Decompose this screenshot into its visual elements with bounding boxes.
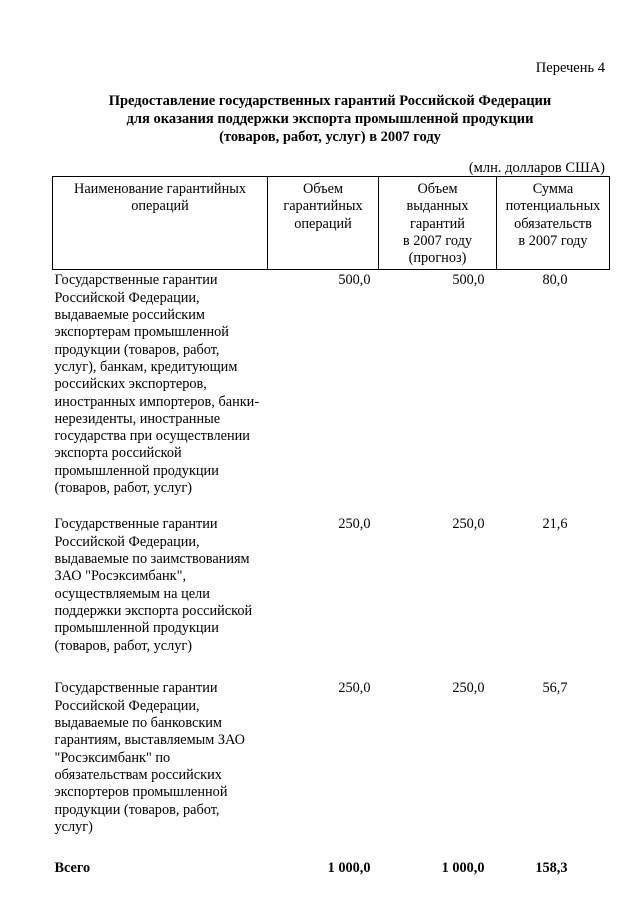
total-volume-issued: 1 000,0 xyxy=(441,860,485,877)
name-line: Государственные гарантии xyxy=(54,516,218,533)
row-operation-name xyxy=(53,514,268,678)
title-line: для оказания поддержки экспорта промышленной продукции xyxy=(126,111,534,127)
name-line: Государственные гарантии xyxy=(54,272,218,289)
name-line: продукции (товаров, работ, xyxy=(54,341,220,358)
row-volume-issued: 250,0 xyxy=(452,680,485,697)
header-line: операций xyxy=(294,215,352,232)
name-line: поддержки экспорта российской xyxy=(54,602,253,619)
row-volume-operations: 250,0 xyxy=(338,516,371,533)
table-total-row xyxy=(53,858,610,877)
header-volume-operations xyxy=(268,177,379,270)
name-line: Российской Федерации, xyxy=(54,533,200,550)
header-volume-issued xyxy=(379,177,497,270)
title-line: (товаров, работ, услуг) в 2007 году xyxy=(219,129,441,145)
total-potential-obligations: 158,3 xyxy=(535,860,568,877)
name-line: экспортерам промышленной xyxy=(54,324,229,341)
header-line: гарантий xyxy=(410,215,465,232)
title-line: Предоставление государственных гарантий Российской Федерации xyxy=(108,93,552,109)
row-volume-issued: 500,0 xyxy=(452,272,485,289)
name-line: "Росэксимбанк" по xyxy=(54,749,171,766)
name-line: государства при осуществлении xyxy=(54,428,250,445)
row-volume-issued: 250,0 xyxy=(452,516,485,533)
name-line: гарантиям, выставляемым ЗАО xyxy=(54,732,245,749)
header-line: потенциальных xyxy=(505,198,601,215)
guarantees-table xyxy=(52,176,610,878)
name-line: продукции (товаров, работ, xyxy=(54,801,220,818)
row-volume-operations: 500,0 xyxy=(338,272,371,289)
table-row xyxy=(53,270,610,515)
name-line: выдаваемые по банковским xyxy=(54,715,222,732)
header-line: (прогноз) xyxy=(408,250,467,267)
name-line: Российской Федерации, xyxy=(54,289,200,306)
header-line: гарантийных xyxy=(283,198,363,215)
table-header-row xyxy=(53,177,610,270)
name-line: обязательствам российских xyxy=(54,766,222,783)
row-potential-obligations: 21,6 xyxy=(542,516,568,533)
header-line: выданных xyxy=(406,198,469,215)
name-line: Российской Федерации, xyxy=(54,697,200,714)
header-line: операций xyxy=(131,198,189,215)
name-line: выдаваемые по заимствованиям xyxy=(54,551,250,568)
name-line: (товаров, работ, услуг) xyxy=(54,480,193,497)
name-line: экспортеров промышленной xyxy=(54,784,228,801)
header-operation-name xyxy=(53,177,268,270)
header-line: в 2007 году xyxy=(518,232,588,249)
header-line: Объем xyxy=(417,181,458,197)
units-label: (млн. долларов США) xyxy=(468,160,605,176)
row-operation-name xyxy=(53,678,268,858)
header-line: обязательств xyxy=(514,215,592,232)
table-row xyxy=(53,514,610,678)
name-line: услуг), банкам, кредитующим xyxy=(54,358,238,375)
header-line: Объем xyxy=(302,181,344,197)
name-line: (товаров, работ, услуг) xyxy=(54,637,193,654)
name-line: ЗАО "Росэксимбанк", xyxy=(54,568,187,585)
row-potential-obligations: 56,7 xyxy=(542,680,568,697)
list-number: Перечень 4 xyxy=(535,60,605,76)
header-potential-obligations xyxy=(497,177,610,270)
table-row xyxy=(53,678,610,858)
total-volume-operations: 1 000,0 xyxy=(327,860,371,877)
name-line: экспорта российской xyxy=(54,445,182,462)
name-line: услуг) xyxy=(54,818,93,835)
name-line: нерезиденты, иностранные xyxy=(54,410,221,427)
name-line: Государственные гарантии xyxy=(54,680,218,697)
name-line: иностранных импортеров, банки- xyxy=(54,393,260,410)
name-line: выдаваемые российским xyxy=(54,307,205,324)
name-line: осуществляемым на цели xyxy=(54,585,210,602)
total-label: Всего xyxy=(54,860,91,877)
document-title xyxy=(60,92,600,146)
header-line: Сумма xyxy=(532,181,574,197)
header-line: Наименование гарантийных xyxy=(74,181,246,197)
row-volume-operations: 250,0 xyxy=(338,680,371,697)
row-operation-name xyxy=(53,270,268,515)
name-line: промышленной продукции xyxy=(54,620,219,637)
name-line: российских экспортеров, xyxy=(54,376,207,393)
name-line: промышленной продукции xyxy=(54,462,219,479)
row-potential-obligations: 80,0 xyxy=(542,272,568,289)
header-line: в 2007 году xyxy=(402,232,473,249)
